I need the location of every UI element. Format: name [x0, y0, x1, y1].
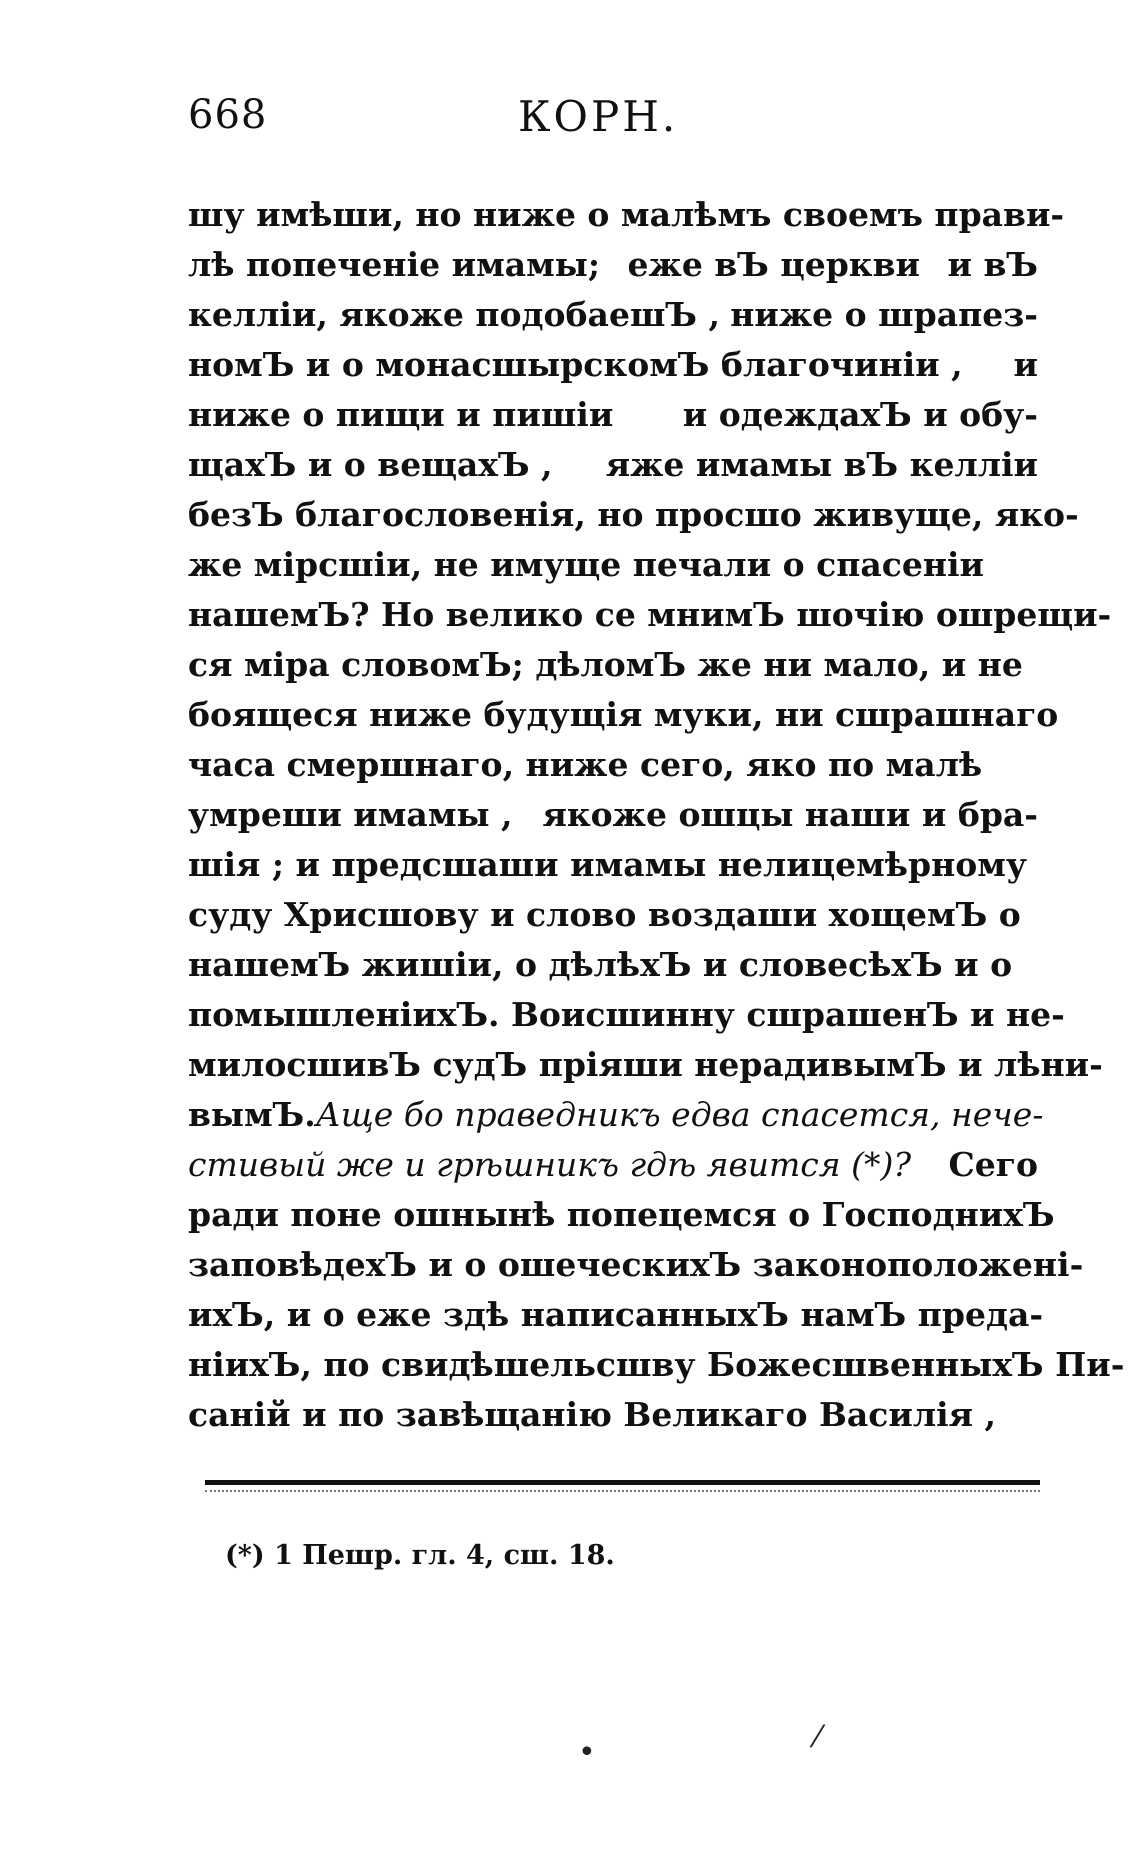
text-segment: боящеся ниже будущія муки, ни сшрашнаго	[188, 695, 1059, 734]
text-segment: ся міра словомЪ; дѣломЪ же ни мало, и не	[188, 645, 1023, 684]
footnote-separator-rule	[205, 1480, 1040, 1485]
text-segment: ніихЪ, по свидѣшельсшву БожесшвенныхЪ Пи-	[188, 1345, 1125, 1384]
text-line	[188, 940, 1038, 990]
text-line	[188, 690, 1059, 740]
running-head: КОРН.	[518, 92, 679, 141]
text-line	[188, 1090, 1044, 1140]
text-segment: часа смершнаго, ниже сего, яко по малѣ	[188, 745, 983, 784]
text-line	[188, 1040, 1103, 1090]
text-segment: шія ; и предсшаши имамы нелицемѣрному	[188, 845, 1028, 884]
text-segment: саній и по завѣщанію Великаго Василія ,	[188, 1395, 997, 1434]
text-segment: ниже о пищи и пишіи	[188, 395, 614, 434]
text-line	[188, 340, 1038, 390]
text-line	[188, 990, 1065, 1040]
text-line	[188, 1340, 1125, 1390]
body-text	[188, 190, 1125, 1440]
bullet-mark: •	[578, 1735, 596, 1770]
footnote: (*) 1 Пешр. гл. 4, сш. 18.	[225, 1540, 615, 1571]
text-segment: яже имамы вЪ келліи	[605, 445, 1038, 484]
text-segment: вымЪ.	[188, 1095, 316, 1134]
text-segment: нашемЪ жишіи, о дѣлѣхЪ и словесѣхЪ и о	[188, 945, 1013, 984]
text-segment: ихЪ, и о еже здѣ написанныхЪ намЪ преда-	[188, 1295, 1044, 1334]
text-segment: номЪ и о монасшырскомЪ благочиніи ,	[188, 345, 963, 384]
text-line	[188, 440, 1038, 490]
text-segment: заповѣдехЪ и о ошеческихЪ законоположені-	[188, 1245, 1084, 1284]
text-line	[188, 740, 1038, 790]
text-segment: помышленіихЪ. Воисшинну сшрашенЪ и не-	[188, 995, 1065, 1034]
text-segment: милосшивЪ судЪ пріяши нерадивымЪ и лѣни-	[188, 1045, 1103, 1084]
text-segment: и вЪ	[947, 245, 1038, 284]
text-segment: щахЪ и о вещахЪ ,	[188, 445, 553, 484]
text-line	[188, 1390, 1038, 1440]
text-line	[188, 490, 1079, 540]
text-segment: ниже о шрапез-	[730, 295, 1038, 334]
text-line	[188, 190, 1065, 240]
text-line	[188, 240, 1038, 290]
text-line	[188, 390, 1038, 440]
page-header	[188, 92, 1028, 162]
text-segment: умреши имамы ,	[188, 795, 513, 834]
text-segment: суду Хрисшову и слово воздаши хощемЪ о	[188, 895, 1021, 934]
page-number: 668	[188, 92, 268, 138]
text-segment: же мірсшіи, не имуще печали о спасеніи	[188, 545, 985, 584]
text-line	[188, 790, 1038, 840]
text-line	[188, 890, 1038, 940]
text-segment: нашемЪ? Но велико се мнимЪ шочію ошрещи-	[188, 595, 1112, 634]
text-line	[188, 1190, 1055, 1240]
stray-mark: ⁄	[815, 1720, 821, 1755]
text-segment: ради поне ошнынѣ попецемся о ГосподнихЪ	[188, 1195, 1055, 1234]
text-segment: Сего	[948, 1145, 1038, 1184]
text-line	[188, 540, 1038, 590]
footnote-separator-dotted-rule	[205, 1490, 1040, 1492]
text-line	[188, 840, 1038, 890]
text-segment: шу имѣши, но ниже о малѣмъ своемъ прави-	[188, 195, 1065, 234]
text-line	[188, 1140, 1038, 1190]
text-segment: лѣ попеченіе имамы;	[188, 245, 601, 284]
text-line	[188, 590, 1112, 640]
text-line	[188, 290, 1038, 340]
text-line	[188, 1240, 1084, 1290]
text-segment: якоже ошцы наши и бра-	[542, 795, 1038, 834]
text-line	[188, 1290, 1044, 1340]
text-segment: келліи, якоже подобаешЪ ,	[188, 295, 720, 334]
text-segment: и	[1013, 345, 1038, 384]
text-segment: еже вЪ церкви	[627, 245, 921, 284]
text-segment: безЪ благословенія, но просшо живуще, яко-	[188, 495, 1079, 534]
text-segment: стивый же и грѣшникъ гдѣ явится (*)?	[188, 1145, 912, 1184]
text-segment: и одеждахЪ и обу-	[682, 395, 1038, 434]
text-segment: Аще бо праведникъ едва спасется, нече-	[315, 1095, 1044, 1134]
text-line	[188, 640, 1038, 690]
